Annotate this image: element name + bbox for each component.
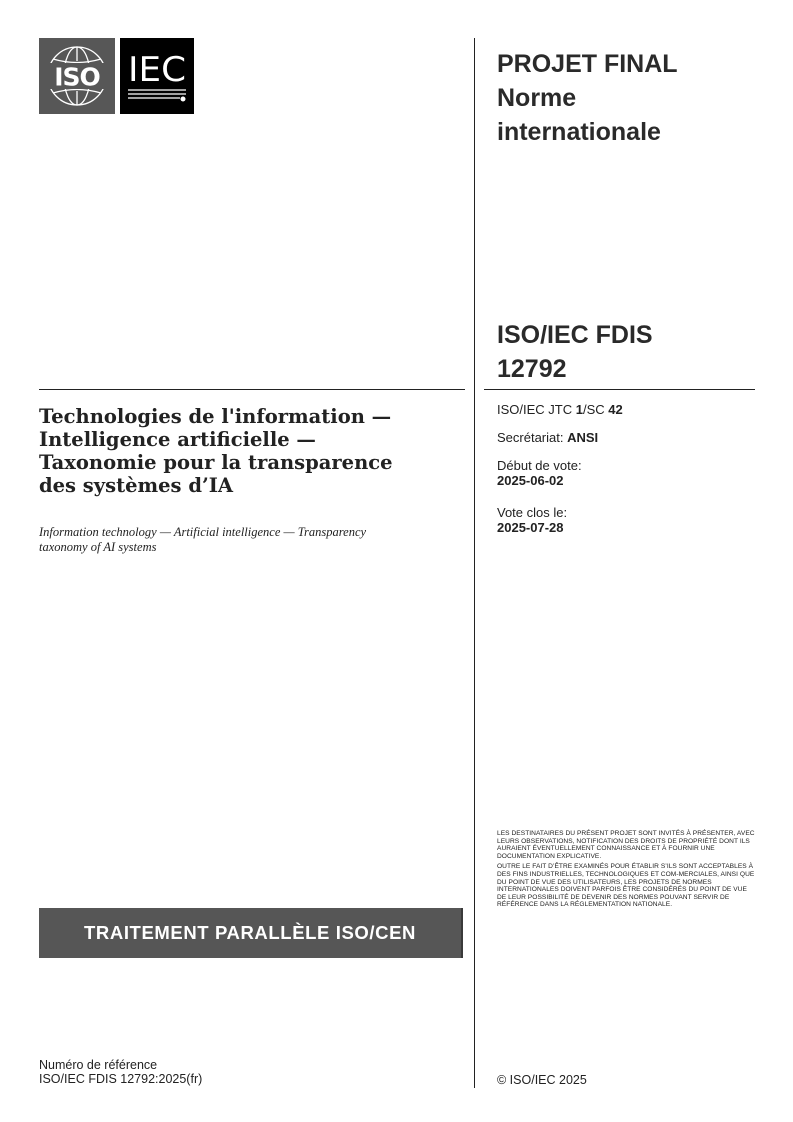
- banner-text: TRAITEMENT PARALLÈLE ISO/CEN: [84, 922, 416, 943]
- title-fr-line: Intelligence artificielle —: [39, 428, 316, 451]
- title-english: [39, 525, 459, 555]
- doc-number-line: ISO/IEC FDIS: [497, 321, 653, 349]
- vote-start: [497, 458, 757, 488]
- committee-jtc: 1: [575, 402, 583, 417]
- secretariat-label: Secrétariat:: [497, 430, 568, 445]
- committee-sc: 42: [608, 402, 623, 417]
- title-fr-line: Technologies de l'information —: [39, 405, 392, 428]
- committee: [497, 402, 757, 417]
- reference-number: [39, 1059, 202, 1086]
- iso-logo: [39, 38, 115, 114]
- vote-end: [497, 505, 757, 535]
- title-fr-line: Taxonomie pour la transparence: [39, 451, 393, 474]
- secretariat-value: ANSI: [567, 430, 599, 445]
- notice-paragraph: OUTRE LE FAIT D’ÊTRE EXAMINÉS POUR ÉTABLIR S’ILS SONT ACCEPTABLES À DES FINS INDUSTRIELLES, TECHNOLOGIQUES ET COM-MERCIALES, AINSI QUE DU POINT DE VUE DES UTILISATEURS, LES PROJETS DE NORMES INTERNATIONALES DOIVENT PARFOIS ÊTRE CONSIDÉRÉS DU POINT DE VUE DE LEUR POSSIBILITÉ DE DEVENIR DES NORMES POUVANT SERVIR DE RÉFÉRENCE DANS LA RÉGLEMENTATION NATIONALE.: [497, 863, 755, 909]
- doc-number-line: 12792: [497, 355, 567, 383]
- reference-label: Numéro de référence: [39, 1058, 158, 1072]
- column-divider: [474, 38, 475, 1088]
- notice-paragraph: LES DESTINATAIRES DU PRÉSENT PROJET SONT INVITÉS À PRÉSENTER, AVEC LEURS OBSERVATIONS, NOTIFICATION DES DROITS DE PROPRIÉTÉ DONT ILS AURAIENT ÉVENTUELLEMENT CONNAISSANCE ET À FOURNIR UNE DOCUMENTATION EXPLICATIVE.: [497, 830, 755, 860]
- vote-start-label: Début de vote:: [497, 458, 582, 473]
- committee-prefix: ISO/IEC JTC: [497, 402, 576, 417]
- doc-type-line: Norme: [497, 84, 577, 112]
- title-en-line: taxonomy of AI systems: [39, 540, 157, 554]
- doc-type-line: PROJET FINAL: [497, 50, 678, 78]
- title-en-line: Information technology — Artificial intelligence — Transparency: [39, 525, 367, 539]
- document-number: [497, 318, 757, 386]
- iec-logo: [120, 38, 194, 114]
- iec-logo-text: IEC: [128, 50, 186, 90]
- vote-start-date: 2025-06-02: [497, 473, 564, 488]
- title-fr-line: des systèmes d’IA: [39, 474, 233, 497]
- meta-rule: [484, 389, 755, 390]
- iso-logo-text: ISO: [54, 62, 100, 92]
- title-rule: [39, 389, 465, 390]
- document-type: [497, 47, 757, 149]
- doc-type-line: internationale: [497, 118, 661, 146]
- secretariat: [497, 430, 757, 445]
- title-french: [39, 405, 459, 497]
- parallel-processing-banner: [39, 908, 463, 958]
- vote-end-date: 2025-07-28: [497, 520, 564, 535]
- copyright: © ISO/IEC 2025: [497, 1073, 587, 1087]
- reference-value: ISO/IEC FDIS 12792:2025(fr): [39, 1071, 203, 1086]
- draft-notice: [497, 830, 755, 912]
- vote-end-label: Vote clos le:: [497, 505, 568, 520]
- committee-sc-label: /SC: [582, 402, 609, 417]
